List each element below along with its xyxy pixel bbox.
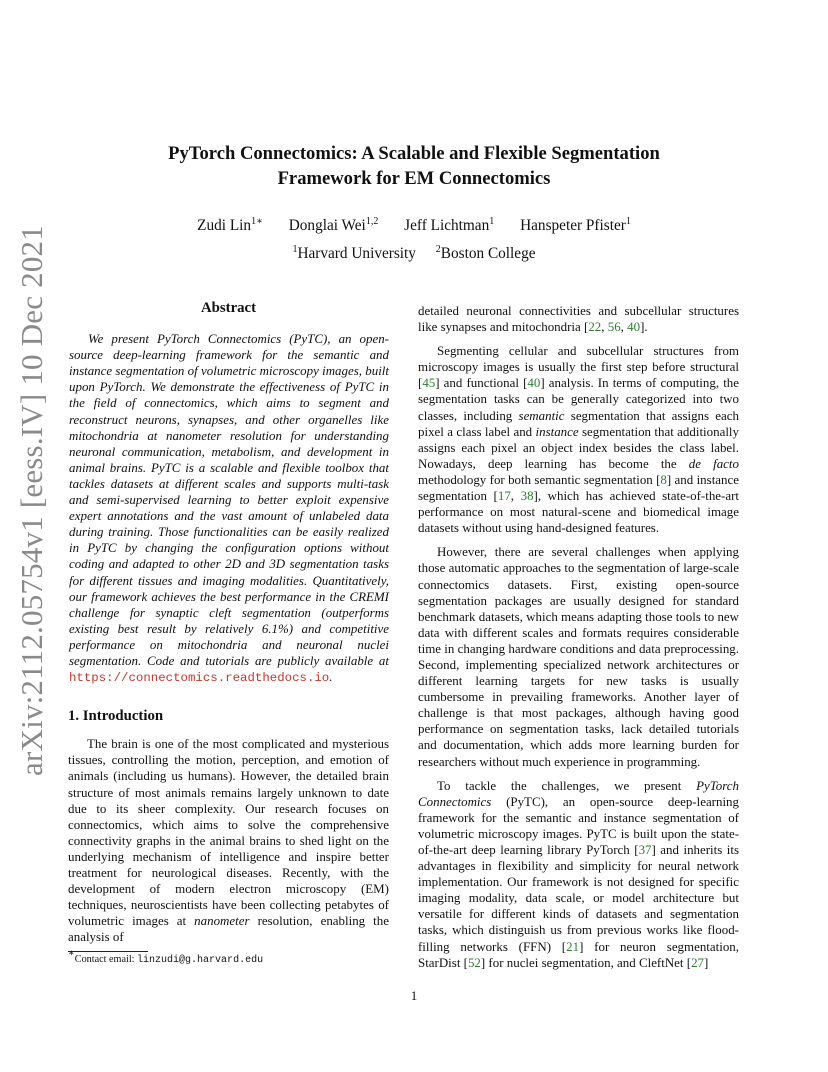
contact-email[interactable]: linzudi@g.harvard.edu — [137, 955, 264, 966]
body-paragraph: To tackle the challenges, we present PyTorch Connectomics (PyTC), an open-source deep-learning framework for the semantic and instance segmentation of volumetric microscopy images. PyTC is built upon the state-of-the-art deep learning library PyTorch [37] and inherits its advantages in flexibility and simplicity for neural network implementation. Our framework is not designed for specific imaging modality, data scale, or model architecture but versatile for different kinds of datasets and segmentation tasks, which distinguish us from previous works like flood-filling networks (FFN) [21] for neuron segmentation, StarDist [52] for nuclei segmentation, and CleftNet [27] — [418, 777, 739, 970]
paper-title — [120, 141, 708, 191]
citation-link[interactable]: 17 — [497, 488, 511, 504]
affiliation: $^2$Boston College — [435, 244, 536, 262]
footnote-divider — [68, 951, 148, 952]
body-paragraph: However, there are several challenges when applying those automatic approaches to the segmentation of large-scale connectomics datasets. First, existing open-source segmentation packages are usually designed for standard benchmark datasets, which means adapting those tools to new data with different scales and formats requires considerable time in changing hardware conditions and data preprocessing. Second, implementing specialized network architectures or different learning targets for new tasks is usually cumbersome in prevailing frameworks. Another layer of challenge is that most packages, although having good performance on segmentation tasks, lack detailed tutorials and documentation, which adds more learning burden for researchers without much experience in programming. — [418, 544, 739, 769]
docs-link[interactable]: https://connectomics.readthedocs.io — [69, 671, 330, 686]
citation-link[interactable]: 27 — [691, 954, 704, 970]
citation-link[interactable]: 40 — [527, 375, 541, 391]
citation-link[interactable]: 40 — [627, 319, 641, 335]
arxiv-identifier: arXiv:2112.05754v1 [eess.IV] 10 Dec 2021 — [14, 225, 49, 776]
citation-link[interactable]: 21 — [566, 938, 580, 954]
footnote: ∗Contact email: linzudi@g.harvard.edu — [68, 948, 264, 966]
affiliation: $^1$Harvard University — [292, 244, 416, 262]
introduction-heading: 1. Introduction — [68, 708, 164, 725]
author: Zudi Lin$^{1∗}$ — [197, 216, 263, 234]
right-column — [418, 303, 739, 979]
left-column — [68, 300, 389, 953]
title-line-1: PyTorch Connectomics: A Scalable and Flexible Segmentation — [168, 143, 660, 164]
citation-link[interactable]: 37 — [638, 842, 652, 857]
citation-link[interactable]: 22 — [588, 319, 602, 335]
abstract-heading: Abstract — [200, 300, 257, 316]
body-paragraph: Segmenting cellular and subcellular structures from microscopy images is usually the first step before structural [45] and functional [40] analysis. In terms of computing, the segmentation tasks can be generally categorized into two classes, including semantic segmentation that assigns each pixel a class label and instance segmentation that additionally assigns each pixel an object index besides the class label. Nowadays, deep learning has become the de facto methodology for both semantic segmentation [8] and instance segmentation [17, 38], which has achieved state-of-the-art performance on most natural-scene and biomedical image datasets without using hand-designed features. — [418, 343, 739, 536]
intro-paragraph: The brain is one of the most complicated and mysterious tissues, controlling the motion, perception, and emotion of animals (including us humans). However, the detailed brain structure of most animals remains largely unknown to date due to its sheer complexity. Our research focuses on connectomics, which aims to solve the comprehensive connectivity graphs in the animal brains to shed light on the underlying mechanism of intelligence and inspire better treatment for neurological diseases. Recently, with the development of modern electron microscopy (EM) techniques, neuroscientists have been collecting petabytes of volumetric images at nanometer resolution, enabling the analysis of — [68, 736, 389, 945]
author: Hanspeter Pfister$^1$ — [520, 216, 631, 234]
citation-link[interactable]: 45 — [422, 375, 436, 391]
citation-link[interactable]: 52 — [467, 954, 481, 970]
author-list — [120, 217, 708, 235]
citation-link[interactable]: 38 — [520, 488, 534, 504]
author: Jeff Lichtman$^1$ — [404, 216, 495, 234]
author: Donglai Wei$^{1,2}$ — [288, 216, 379, 234]
citation-link[interactable]: 8 — [660, 471, 667, 487]
abstract-text: We present PyTorch Connectomics (PyTC), an open-source deep-learning framework for the semantic and instance segmentation of volumetric microscopy images, built upon PyTorch. We demonstrate the effectiveness of PyTC in the field of connectomics, which aims to segment and reconstruct neurons, synapses, and other organelles like mitochondria at nanometer resolution for understanding neuronal communication, metabolism, and development in animal brains. PyTC is a scalable and flexible toolbox that tackles datasets at different scales and supports multi-task and semi-supervised learning to better exploit expensive expert annotations and the vast amount of unlabeled data during training. Those functionalities can be easily realized in PyTC by changing the configuration options without coding and adapted to other 2D and 3D segmentation tasks for different tissues and imaging modalities. Quantitatively, our framework achieves the best performance in the CREMI challenge for synaptic cleft segmentation (outperforms existing best result by relatively 6.1%) and competitive performance on mitochondria and neuronal nuclei segmentation. Code and tutorials are publicly available at https://connectomics.readthedocs.io. — [69, 331, 389, 686]
page-number: 1 — [410, 988, 418, 1003]
body-paragraph: detailed neuronal connectivities and subcellular structures like synapses and mitochondria [22, 56, 40]. — [418, 303, 739, 335]
title-line-2: Framework for EM Connectomics — [277, 168, 551, 189]
citation-link[interactable]: 56 — [607, 319, 621, 335]
affiliation-list — [120, 245, 708, 263]
